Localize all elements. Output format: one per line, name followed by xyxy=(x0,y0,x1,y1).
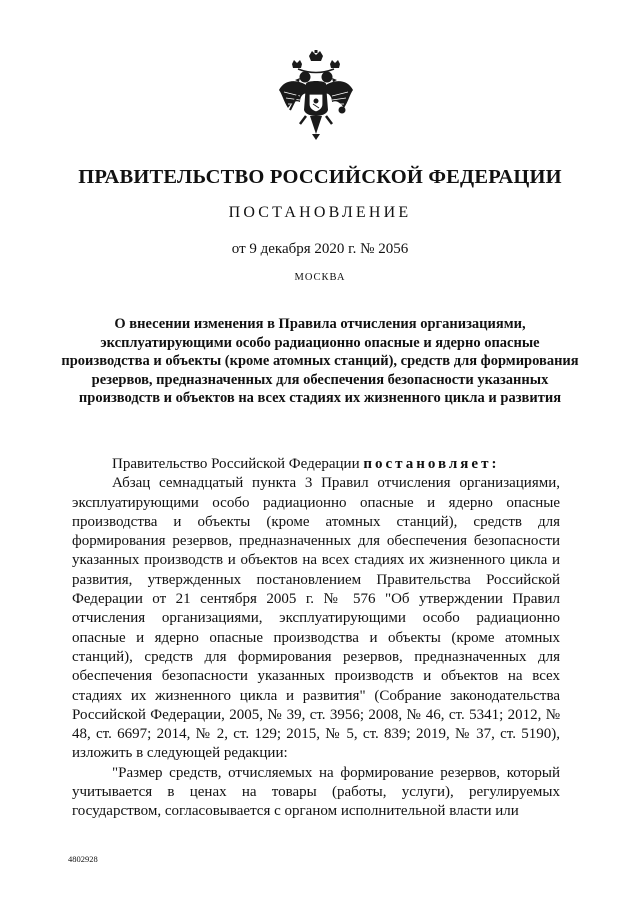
coat-of-arms-russia-icon xyxy=(276,50,356,146)
quoted-paragraph: "Размер средств, отчисляемых на формирование резервов, который учитывается в ценах на товары (работы, услуги), регулируемых государством, согласовывается с органом исполнительной власти или xyxy=(72,764,560,820)
document-subject: О внесении изменения в Правила отчисления организациями, эксплуатирующими особо радиационно опасные и ядерно опасные производства и объекты (кроме атомных станций), средств для формирования резервов, предназначенных для обеспечения безопасности указанных производств и объектов на всех стадиях их жизненного цикла и развития xyxy=(61,316,579,406)
document-code: 4802928 xyxy=(68,854,98,864)
issuer-title: ПРАВИТЕЛЬСТВО РОССИЙСКОЙ ФЕДЕРАЦИИ xyxy=(78,166,562,188)
document-kind: ПОСТАНОВЛЕНИЕ xyxy=(228,204,412,221)
intro-prefix: Правительство Российской Федерации xyxy=(112,456,364,472)
amendment-paragraph: Абзац семнадцатый пункта 3 Правил отчисления организациями, эксплуатирующими особо радиационно опасные и ядерно опасные производства и объекты (кроме атомных станций), средств для формирования резервов, предназначенных для обеспечения безопасности указанных производств и объектов на всех стадиях их жизненного цикла и развития, утвержденных постановлением Правительства Российской Федерации от 21 сентября 2005 г. № 576 "Об утверждении Правил отчисления организациями, эксплуатирующими особо радиационно опасные и ядерно опасные производства и объекты (кроме атомных станций), средств для формирования резервов, предназначенных для обеспечения безопасности указанных производств и объектов на всех стадиях их жизненного цикла и развития" (Собрание законодательства Российской Федерации, 2005, № 39, ст. 3956; 2008, № 46, ст. 5341; 2012, № 48, ст. 6697; 2014, № 2, ст. 129; 2015, № 5, ст. 839; 2019, № 37, ст. 5190), изложить в следующей редакции: xyxy=(72,475,560,762)
intro-paragraph xyxy=(72,455,560,474)
decree-keyword: постановляет: xyxy=(363,456,500,472)
date-and-number: от 9 декабря 2020 г. № 2056 xyxy=(231,241,409,257)
issue-city: МОСКВА xyxy=(294,272,346,283)
document-body xyxy=(72,455,560,822)
